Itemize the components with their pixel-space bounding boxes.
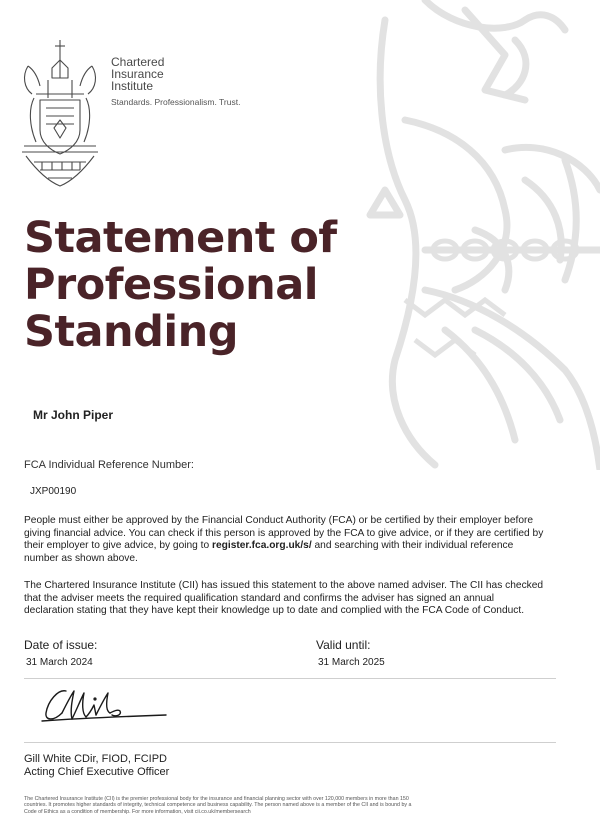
approval-text-end: and searching with their individual reference number as shown above. (24, 540, 514, 564)
holder-name: Mr John Piper (33, 408, 114, 422)
signer-role: Acting Chief Executive Officer (24, 766, 170, 778)
approval-text-start: People must either be approved by the Financial Conduct Authority (FCA) or be certified by their employer before giving financial advice. You can check if this person is approved by the FCA to give advice, or if they are certified by their employer to give advice, by going to (24, 515, 544, 551)
organization-name-line: Institute (111, 79, 154, 93)
divider (24, 742, 556, 743)
lion-watermark-icon (365, 0, 600, 470)
valid-until-value: 31 March 2025 (318, 657, 385, 668)
fca-reference-value: JXP00190 (30, 486, 77, 497)
issue-date-value: 31 March 2024 (26, 657, 93, 668)
divider (24, 678, 556, 679)
approval-paragraph (24, 515, 544, 565)
signature-icon (40, 683, 170, 727)
title-line: Standing (24, 307, 239, 357)
fca-register-link[interactable]: register.fca.org.uk/s/ (212, 540, 312, 551)
cii-statement-paragraph: The Chartered Insurance Institute (CII) has issued this statement to the above named adviser. The CII has checked that the adviser meets the required qualification standard and confirms the adviser has signed an annual declaration stating that they have kept their knowledge up to date and complied with the FCA Code of Conduct. (24, 580, 544, 616)
document-title (24, 215, 337, 356)
organization-name-line: Insurance (111, 67, 164, 81)
organization-tagline: Standards. Professionalism. Trust. (111, 97, 241, 107)
footer-note: The Chartered Insurance Institute (CII) is the premier professional body for the insurance and financial planning sector with over 120,000 members in more than 150 countries. It promotes higher standards of integrity, technical competence and business capability. The person named above is a member of the CII and is bound by a Code of Ethics as a condition of membership. For more information, visit cii.co.uk/membersearch (24, 796, 412, 815)
title-line: Statement of (24, 213, 337, 263)
title-line: Professional (24, 260, 318, 310)
signer-name: Gill White CDir, FIOD, FCIPD (24, 753, 168, 765)
issue-date-label: Date of issue: (24, 638, 98, 652)
fca-reference-label: FCA Individual Reference Number: (24, 459, 194, 471)
organization-name-line: Chartered (111, 55, 165, 69)
cii-crest-logo-icon (18, 38, 102, 188)
organization-name (111, 56, 240, 108)
valid-until-label: Valid until: (316, 638, 371, 652)
signer-block (24, 753, 169, 779)
